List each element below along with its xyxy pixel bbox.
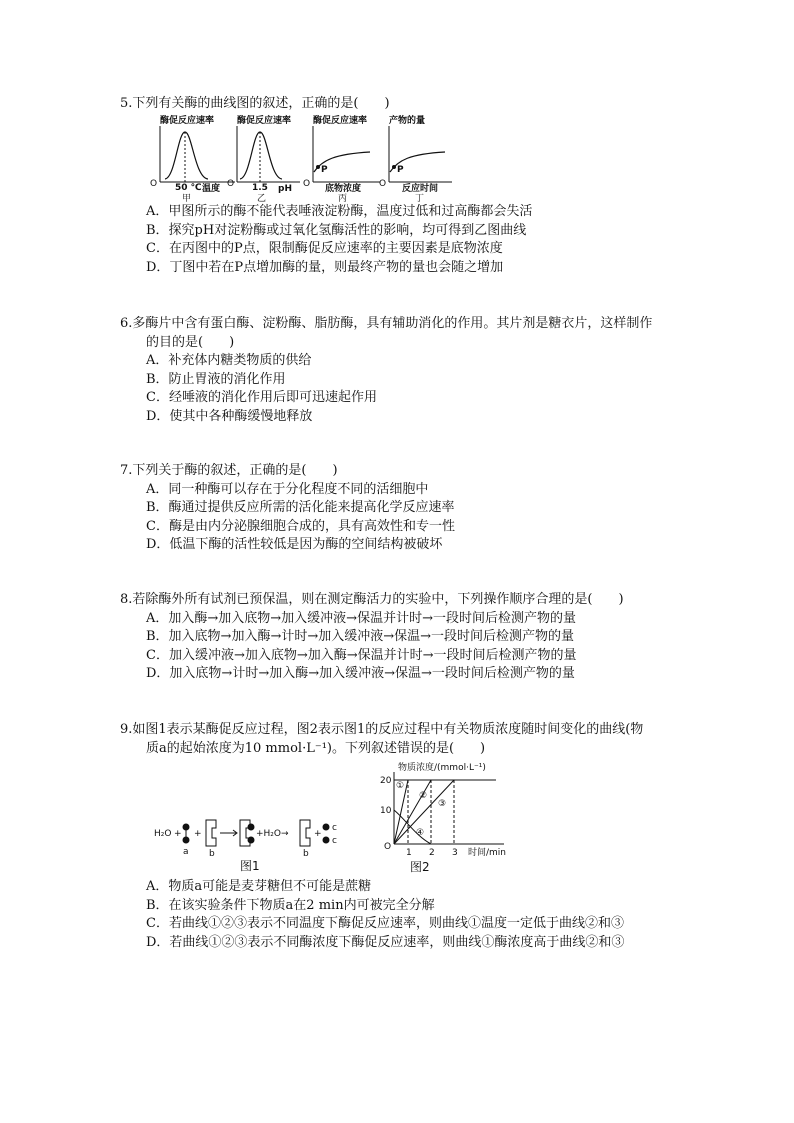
question-9 <box>120 721 710 758</box>
svg-text:丁: 丁 <box>415 194 425 204</box>
svg-text:②: ② <box>419 791 428 801</box>
q5-option-d: D．丁图中若在P点增加酶的量，则最终产物的量也会随之增加 <box>146 259 504 275</box>
svg-text:c: c <box>332 836 337 846</box>
q8-option-a: A．加入酶→加入底物→加入缓冲液→保温并计时→一段时间后检测产物的量 <box>146 610 576 626</box>
svg-text:甲: 甲 <box>182 194 192 204</box>
svg-text:①: ① <box>396 781 405 791</box>
q9-figure-1 <box>148 812 358 874</box>
q7-stem: 7.下列关于酶的叙述，正确的是( ) <box>120 463 338 478</box>
svg-text:H₂O: H₂O <box>154 829 172 839</box>
q5-options <box>120 203 710 277</box>
graph-ding-ylabel: 产物的量 <box>389 116 426 126</box>
svg-text:底物浓度: 底物浓度 <box>325 184 362 194</box>
svg-text:20: 20 <box>380 776 392 786</box>
svg-text:乙: 乙 <box>257 194 267 204</box>
graph-jia-ylabel: 酶促反应速率 <box>160 116 215 126</box>
q9-option-d: D．若曲线①②③表示不同酶浓度下酶促反应速率，则曲线①酶浓度高于曲线②和③ <box>146 934 625 950</box>
q5-option-c: C．在丙图中的P点，限制酶促反应速率的主要因素是底物浓度 <box>146 241 503 256</box>
q8-stem: 8.若除酶外所有试剂已预保温，则在测定酶活力的实验中，下列操作顺序合理的是( ) <box>120 592 624 607</box>
q5-stem: 5.下列有关酶的曲线图的叙述，正确的是( ) <box>120 96 390 111</box>
q8-option-b: B．加入底物→加入酶→计时→加入缓冲液→保温→一段时间后检测产物的量 <box>146 629 575 644</box>
svg-text:c: c <box>332 823 337 833</box>
svg-text:+: + <box>194 829 202 839</box>
svg-text:O: O <box>384 842 392 852</box>
figure-2-ylabel: 物质浓度/(mmol·L⁻¹) <box>398 763 486 773</box>
q6-option-a: A．补充体内糖类物质的供给 <box>146 353 312 368</box>
svg-text:3: 3 <box>452 848 458 858</box>
svg-text:反应时间: 反应时间 <box>402 184 439 194</box>
svg-text:1.5: 1.5 <box>252 183 268 193</box>
question-5 <box>120 95 710 114</box>
svg-text:2: 2 <box>429 848 435 858</box>
q6-option-c: C．经唾液的消化作用后即可迅速起作用 <box>146 390 377 405</box>
q9-options <box>120 878 710 952</box>
svg-text:丙: 丙 <box>338 194 348 204</box>
graph-bing-ylabel: 酶促反应速率 <box>313 116 368 126</box>
graph-ding <box>379 114 452 204</box>
q5-option-a: A．甲图所示的酶不能代表唾液淀粉酶，温度过低和过高酶都会失活 <box>146 204 533 219</box>
svg-text:+: + <box>174 829 182 839</box>
q9-option-c: C．若曲线①②③表示不同温度下酶促反应速率，则曲线①温度一定低于曲线②和③ <box>146 916 624 931</box>
svg-text:+H₂O→: +H₂O→ <box>256 829 289 839</box>
question-6 <box>120 315 710 426</box>
svg-text:P: P <box>321 165 328 175</box>
q7-option-a: A．同一种酶可以存在于分化程度不同的活细胞中 <box>146 481 429 497</box>
svg-text:50 ℃: 50 ℃ <box>175 183 202 193</box>
q9-option-b: B．在该实验条件下物质a在2 min内可被完全分解 <box>146 897 435 913</box>
svg-text:a: a <box>183 847 189 857</box>
q6-stem: 6.多酶片中含有蛋白酶、淀粉酶、脂肪酶，具有辅助消化的作用。其片剂是糖衣片，这样制作 <box>120 316 653 331</box>
svg-text:pH: pH <box>278 184 292 194</box>
svg-text:b: b <box>303 849 309 859</box>
graph-yi-ylabel: 酶促反应速率 <box>237 116 292 126</box>
svg-text:1: 1 <box>406 848 412 858</box>
q6-stem-cont: 的目的是( ) <box>146 334 235 350</box>
svg-text:O: O <box>227 179 235 189</box>
svg-text:O: O <box>150 179 158 189</box>
svg-text:P: P <box>397 165 404 175</box>
q8-option-c: C．加入缓冲液→加入底物→加入酶→保温并计时→一段时间后检测产物的量 <box>146 647 577 663</box>
svg-text:b: b <box>209 849 215 859</box>
q5-option-b: B．探究pH对淀粉酶或过氧化氢酶活性的影响，均可得到乙图曲线 <box>146 222 527 238</box>
q7-option-d: D．低温下酶的活性较低是因为酶的空间结构被破坏 <box>146 537 443 552</box>
q8-option-d: D．加入底物→计时→加入酶→加入缓冲液→保温→一段时间后检测产物的量 <box>146 666 575 681</box>
q9-option-a: A．物质a可能是麦芽糖但不可能是蔗糖 <box>146 879 372 894</box>
graph-jia <box>150 114 235 204</box>
q6-option-d: D．使其中各种酶缓慢地释放 <box>146 408 313 424</box>
svg-text:④: ④ <box>416 828 425 838</box>
svg-text:O: O <box>303 179 311 189</box>
svg-text:O: O <box>379 179 387 189</box>
graph-yi <box>227 114 300 204</box>
figure-2-caption: 图2 <box>410 860 430 874</box>
q6-option-b: B．防止胃液的消化作用 <box>146 371 286 387</box>
q5-graphs <box>140 112 460 204</box>
q9-figure-2 <box>376 760 526 876</box>
svg-text:+: + <box>314 829 322 839</box>
svg-text:时间/min: 时间/min <box>468 848 507 858</box>
question-7 <box>120 462 710 555</box>
q9-stem-cont: 质a的起始浓度为10 mmol·L⁻¹)。下列叙述错误的是( ) <box>146 740 486 756</box>
svg-text:③: ③ <box>438 799 447 809</box>
figure-1-caption: 图1 <box>240 859 260 873</box>
svg-text:10: 10 <box>380 806 392 816</box>
q9-stem: 9.如图1表示某酶促反应过程，图2表示图1的反应过程中有关物质浓度随时间变化的曲线(物 <box>120 722 644 737</box>
q7-option-c: C．酶是由内分泌腺细胞合成的，具有高效性和专一性 <box>146 518 455 534</box>
q7-option-b: B．酶通过提供反应所需的活化能来提高化学反应速率 <box>146 500 455 515</box>
graph-bing <box>303 114 380 204</box>
question-8 <box>120 591 710 684</box>
svg-text:温度: 温度 <box>202 184 221 194</box>
